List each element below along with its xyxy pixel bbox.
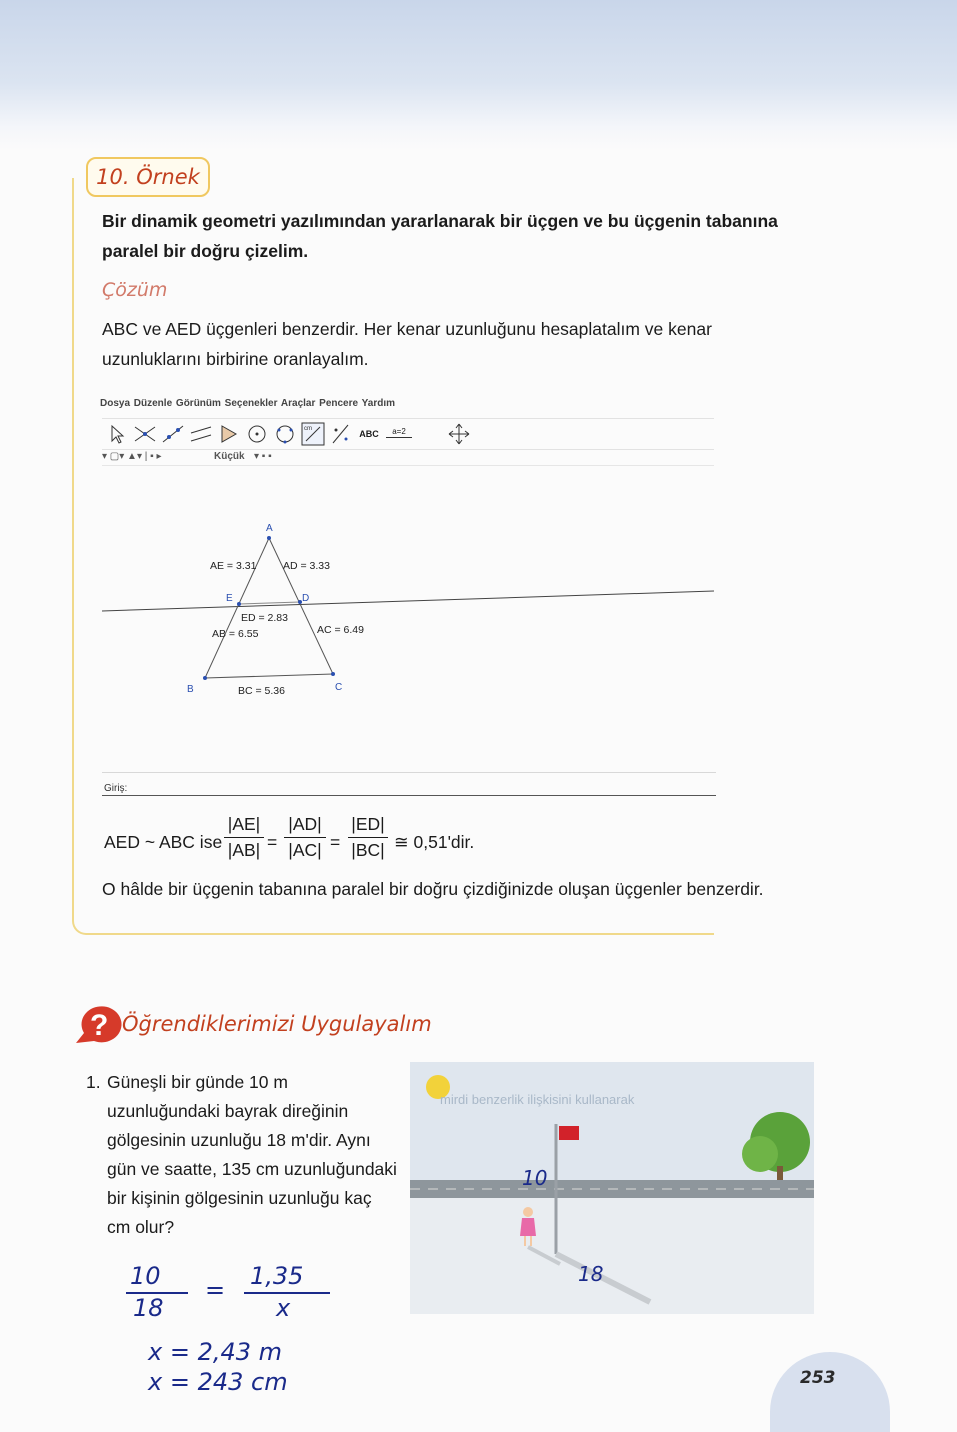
- move-view-icon[interactable]: [446, 421, 472, 447]
- page-number-badge: [770, 1352, 890, 1432]
- formula-lead: AED ~ ABC ise: [104, 832, 223, 852]
- question-mark-icon: [74, 1003, 126, 1047]
- handwritten-numerator-2: 1,35: [250, 1262, 304, 1290]
- fraction-ad-ac: [284, 814, 326, 861]
- segment-ed: [239, 602, 300, 604]
- style-controls-icon[interactable]: ▾ ▢▾ ▲▾ | ▪ ▸: [102, 451, 162, 462]
- point-e: [237, 602, 241, 606]
- solution-text: ABC ve AED üçgenleri benzerdir. Her kenar uzunluğunu hesaplatalım ve kenar uzunluklarını birbirine oranlayalım.: [102, 319, 712, 369]
- handwritten-result-cm: x = 243 cm: [148, 1368, 288, 1396]
- software-menubar: Dosya Düzenle Görünüm Seçenekler Araçlar Pencere Yardım: [100, 398, 396, 409]
- side-ac: [269, 538, 333, 674]
- faded-caption: mirdi benzerlik ilişkisini kullanarak: [440, 1092, 635, 1107]
- label-d: D: [302, 593, 310, 604]
- header-band: [0, 0, 957, 150]
- measure-ac: AC = 6.49: [317, 624, 364, 636]
- polygon-tool-icon[interactable]: [216, 421, 242, 447]
- text-tool-button[interactable]: ABC: [359, 429, 379, 439]
- question-number: 1.: [86, 1072, 101, 1092]
- fraction-denominator: |AB|: [227, 840, 261, 860]
- handwritten-shadow-label: 18: [578, 1262, 604, 1286]
- side-bc: [205, 674, 333, 678]
- measure-ed: ED = 2.83: [241, 612, 288, 624]
- font-size-select[interactable]: Küçük: [214, 451, 245, 462]
- label-c: C: [335, 682, 343, 693]
- equals-sign: =: [330, 832, 341, 852]
- point-a: [267, 536, 271, 540]
- input-bar[interactable]: [102, 772, 716, 796]
- font-size-chevron-icon[interactable]: ▾ ▪ ▪: [254, 451, 272, 462]
- formula-result: ≅ 0,51'dir.: [394, 832, 475, 852]
- flagpole-illustration: [410, 1062, 814, 1314]
- move-pointer-icon[interactable]: [104, 421, 130, 447]
- handwritten-denominator-1: 18: [133, 1294, 164, 1322]
- circle-three-points-icon[interactable]: [272, 421, 298, 447]
- measure-ab: AB = 6.55: [212, 628, 259, 640]
- measure-ae: AE = 3.31: [210, 560, 257, 572]
- side-ab: [205, 538, 269, 678]
- reflect-tool-icon[interactable]: [328, 421, 354, 447]
- intersect-point-icon[interactable]: [132, 421, 158, 447]
- handwritten-result-m: x = 2,43 m: [148, 1338, 283, 1366]
- handwritten-equals: =: [205, 1276, 226, 1304]
- measure-ad: AD = 3.33: [283, 560, 330, 572]
- fraction-ae-ab: [224, 814, 264, 861]
- circle-tool-icon[interactable]: [244, 421, 270, 447]
- slider-tool-button[interactable]: a=2: [386, 421, 412, 438]
- example-question: Bir dinamik geometri yazılımından yararlanarak bir üçgen ve bu üçgenin tabanına paralel bir doğru çizelim.: [102, 211, 778, 261]
- fraction-numerator: |ED|: [351, 814, 385, 834]
- software-stylebar: [102, 451, 714, 466]
- handwritten-numerator-1: 10: [130, 1262, 161, 1290]
- line-tool-icon[interactable]: [160, 421, 186, 447]
- flag-icon: [559, 1126, 579, 1140]
- solution-label: Çözüm: [102, 279, 168, 301]
- input-label: Giriş:: [104, 783, 128, 794]
- svg-text:?: ?: [90, 1009, 109, 1042]
- parallel-line-icon[interactable]: [188, 421, 214, 447]
- geometry-canvas: [102, 470, 714, 770]
- handwritten-denominator-2: x: [276, 1294, 291, 1322]
- label-b: B: [187, 684, 194, 695]
- fraction-denominator: |AC|: [288, 840, 322, 860]
- fraction-numerator: |AD|: [288, 814, 322, 834]
- parallel-line: [102, 591, 714, 611]
- measure-bc: BC = 5.36: [238, 685, 285, 697]
- point-b: [203, 676, 207, 680]
- example-label: 10. Örnek: [86, 157, 210, 197]
- distance-tool-icon[interactable]: [300, 421, 326, 447]
- fraction-denominator: |BC|: [351, 840, 385, 860]
- fraction-numerator: |AE|: [227, 814, 261, 834]
- point-c: [331, 672, 335, 676]
- software-toolbar: [102, 418, 714, 450]
- fraction-ed-bc: [348, 814, 388, 861]
- label-a: A: [266, 523, 273, 534]
- label-e: E: [226, 593, 233, 604]
- conclusion-text: O hâlde bir üçgenin tabanına paralel bir doğru çizdiğinizde oluşan üçgenler benzerdir.: [102, 879, 764, 899]
- equals-sign: =: [267, 832, 278, 852]
- person-icon: [523, 1207, 533, 1217]
- practice-title: Öğrendiklerimizi Uygulayalım: [122, 1012, 432, 1036]
- question-text: Güneşli bir günde 10 m uzunluğundaki bayrak direğinin gölgesinin uzunluğu 18 m'dir. Aynı gün ve saatte, 135 cm uzunluğundaki bir kişinin gölgesinin uzunluğu kaç cm olur?: [107, 1072, 397, 1237]
- handwritten-pole-label: 10: [522, 1166, 548, 1190]
- svg-text:cm: cm: [304, 426, 312, 432]
- page-number: 253: [800, 1368, 836, 1388]
